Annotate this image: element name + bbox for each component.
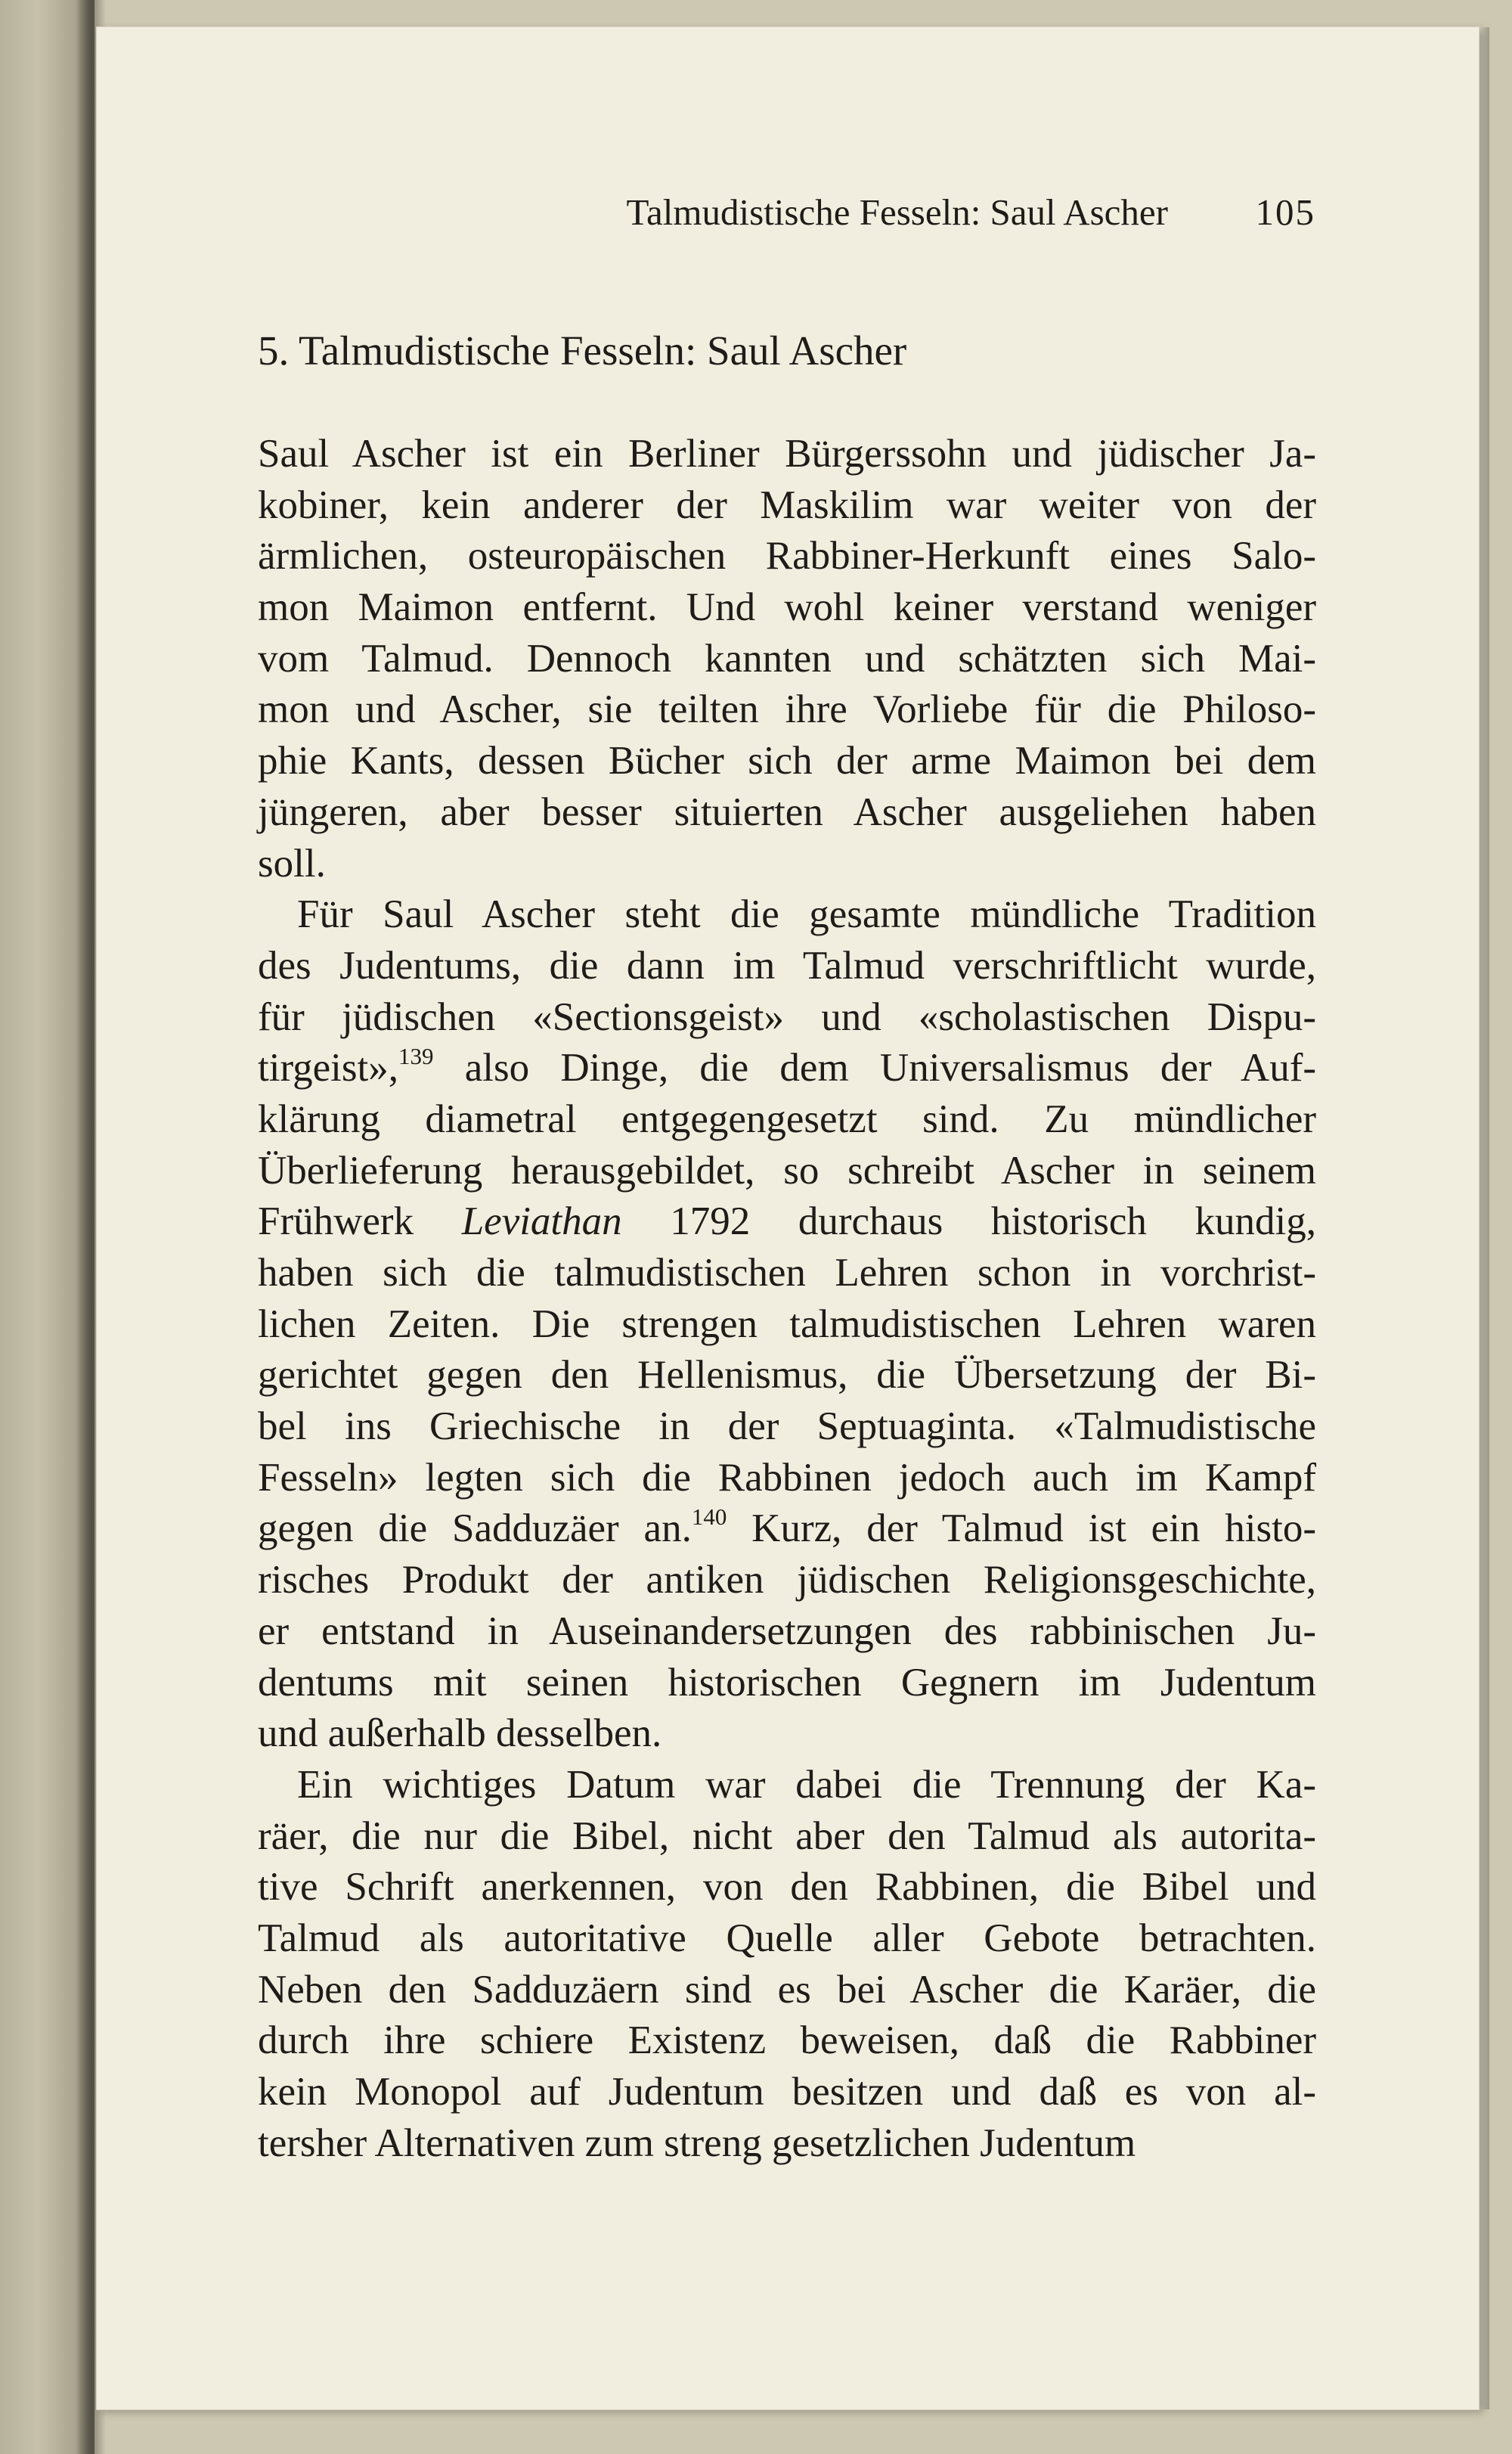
text-line: und außerhalb desselben. [258, 1711, 662, 1756]
text-run: 1792 durchaus historisch kundig, [621, 1199, 1316, 1244]
text-line: Saul Ascher ist ein Berliner Bürgerssohn und jüdischer Ja- [258, 432, 1316, 476]
footnote-marker[interactable]: 140 [691, 1503, 727, 1531]
text-line: mon Maimon entfernt. Und wohl keiner verstand weniger [258, 585, 1316, 630]
text-run: tirgeist», [258, 1046, 398, 1090]
text-line: gerichtet gegen den Hellenismus, die Übersetzung der Bi- [258, 1353, 1316, 1398]
text-line: Für Saul Ascher steht die gesamte mündliche Tradition [297, 892, 1316, 937]
text-line: klärung diametral entgegengesetzt sind. Zu mündlicher [258, 1097, 1316, 1141]
text-line: jüngeren, aber besser situierten Ascher ausgeliehen haben [258, 790, 1316, 834]
footnote-marker[interactable]: 139 [398, 1043, 434, 1070]
text-line: mon und Ascher, sie teilten ihre Vorliebe für die Philoso- [258, 687, 1316, 732]
text-line [258, 1196, 1316, 1248]
body-text [258, 429, 1316, 2169]
text-line: Neben den Sadduzäern sind es bei Ascher die Karäer, die [258, 1967, 1316, 2012]
page-edge [1479, 27, 1489, 2409]
text-line: soll. [258, 841, 326, 886]
page-number: 105 [1255, 191, 1315, 233]
text-line: risches Produkt der antiken jüdischen Religionsgeschichte, [258, 1558, 1316, 1602]
text-line: dentums mit seinen historischen Gegnern im Judentum [258, 1660, 1316, 1705]
running-title: Talmudistische Fesseln: Saul Ascher [626, 191, 1168, 233]
text-line: Überlieferung herausgebildet, so schreibt Ascher in seinem [258, 1148, 1316, 1193]
text-run: gegen die Sadduzäer an. [258, 1506, 692, 1551]
text-line: räer, die nur die Bibel, nicht aber den Talmud als autorita- [258, 1813, 1316, 1858]
text-line: tive Schrift anerkennen, von den Rabbinen, die Bibel und [258, 1865, 1316, 1910]
text-run: also Dinge, die dem Universalismus der Auf- [433, 1046, 1316, 1090]
text-line: haben sich die talmudistischen Lehren schon in vorchrist- [258, 1251, 1316, 1295]
text-line: Talmud als autoritative Quelle aller Gebote betrachten. [258, 1916, 1316, 1960]
text-line: vom Talmud. Dennoch kannten und schätzten sich Mai- [258, 636, 1316, 681]
text-line: ärmlichen, osteuropäischen Rabbiner-Herkunft eines Salo- [258, 534, 1316, 579]
text-line: er entstand in Auseinandersetzungen des rabbinischen Ju- [258, 1609, 1316, 1653]
text-line: phie Kants, dessen Bücher sich der arme Maimon bei dem [258, 739, 1316, 783]
text-line: Ein wichtiges Datum war dabei die Trennung der Ka- [297, 1762, 1316, 1807]
text-line: lichen Zeiten. Die strengen talmudistischen Lehren waren [258, 1301, 1316, 1346]
section-heading: 5. Talmudistische Fesseln: Saul Ascher [258, 327, 907, 374]
text-run: Frühwerk [258, 1199, 462, 1244]
text-line: des Judentums, die dann im Talmud verschriftlicht wurde, [258, 943, 1316, 988]
text-run: Kurz, der Talmud ist ein histo- [727, 1506, 1316, 1551]
text-line: durch ihre schiere Existenz beweisen, daß die Rabbiner [258, 2018, 1316, 2063]
book-title-italic: Leviathan [461, 1199, 622, 1244]
running-head [97, 191, 1315, 244]
text-line: bel ins Griechische in der Septuaginta. «Talmudistische [258, 1404, 1316, 1449]
book-page [97, 27, 1479, 2409]
text-line: kobiner, kein anderer der Maskilim war weiter von der [258, 482, 1316, 527]
text-line: kein Monopol auf Judentum besitzen und daß es von al- [258, 2070, 1316, 2114]
text-line: tersher Alternativen zum streng gesetzlichen Judentum [258, 2120, 1136, 2165]
text-line: für jüdischen «Sectionsgeist» und «scholastischen Dispu- [258, 994, 1316, 1039]
text-line [258, 1043, 1316, 1094]
text-line: Fesseln» legten sich die Rabbinen jedoch auch im Kampf [258, 1455, 1316, 1500]
text-line [258, 1503, 1316, 1555]
